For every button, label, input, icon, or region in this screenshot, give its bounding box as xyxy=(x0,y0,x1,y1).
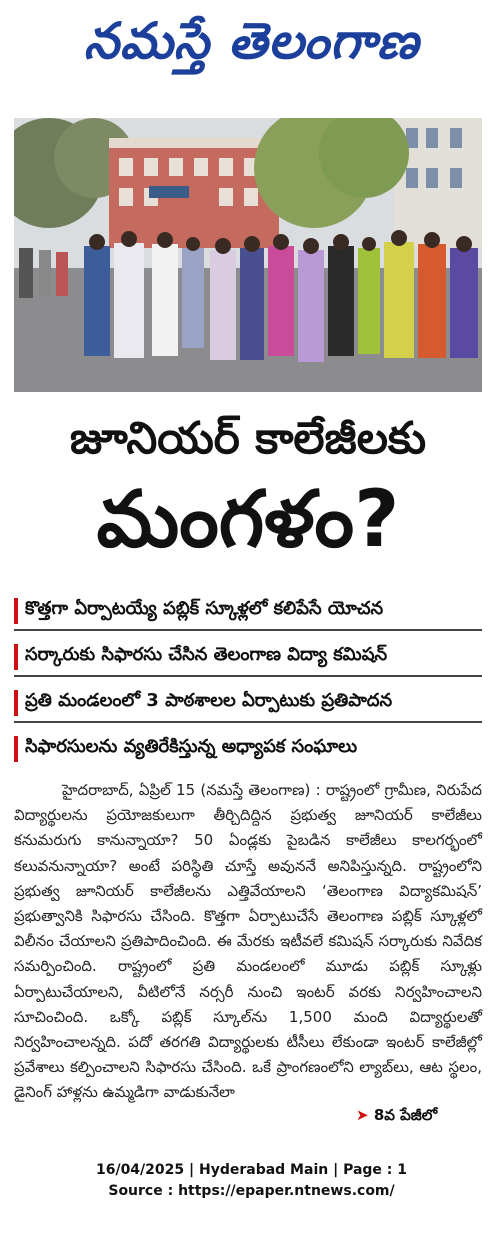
deck-marker xyxy=(14,690,18,716)
sub-headline: ప్రతి మండలంలో 3 పాఠశాలల ఏర్పాటుకు ప్రతిపాదన xyxy=(14,684,482,723)
source-link[interactable]: Source : https://epaper.ntnews.com/ xyxy=(108,1183,395,1199)
article-body: హైదరాబాద్, ఏప్రిల్ 15 (నమస్తే తెలంగాణ) : రాష్ట్రంలో గ్రామీణ, నిరుపేద విద్యార్థులను ప్రయోజకులుగా తీర్చిదిద్దిన ప్రభుత్వ జూనియర్ కాలేజీలు కనుమరుగు కానున్నాయా? 50 ఏండ్లకు పైబడిన కాలేజీలు కాలగర్భంలో కలువనున్నాయా? అంటే పరిస్థితి చూస్తే అవుననే అనిపిస్తున్నది. రాష్ట్రంలోని ప్రభుత్వ జూనియర్ కాలేజీలను ఎత్తివేయాలని ‘తెలంగాణ విద్యాకమిషన్’ ప్రభుత్వానికి సిఫారసు చేసింది. కొత్తగా ఏర్పాటుచేసే తెలంగాణ పబ్లిక్ స్కూళ్లలో విలీనం చేయాలని ప్రతిపాదించింది. ఈ మేరకు ఇటీవలే కమిషన్ సర్కారుకు నివేదిక సమర్పించింది. రాష్ట్రంలో ప్రతి మండలంలో మూడు పబ్లిక్ స్కూళ్లు ఏర్పాటుచేయాలని, వీటిలోనే నర్సరీ నుంచి ఇంటర్ వరకు నిర్వహించాలని సూచించింది. ఒక్కో పబ్లిక్ స్కూల్‌ను 1,500 మంది విద్యార్థులతో నిర్వహించాలన్నది. పదో తరగతి విద్యార్థులకు టీసీలు లేకుండా ఇంటర్ కాలేజీల్లో ప్రవేశాలు కల్పించాలని సిఫారసు చేసింది. ఒకే ప్రాంగణంలోని ల్యాబ్‌లు, ఆట స్థలం, డైనింగ్ హాళ్లను ఉమ్మడిగా వాడుకునేలా xyxy=(14,781,482,1102)
masthead xyxy=(0,0,503,95)
deck-marker xyxy=(14,736,18,762)
continued-on-page-link[interactable]: ➤ 8వ పేజీలో xyxy=(356,1106,438,1124)
deck-marker xyxy=(14,598,18,624)
edition-info: 16/04/2025 | Hyderabad Main | Page : 1 xyxy=(95,1162,408,1178)
sub-headline: కొత్తగా ఏర్పాటయ్యే పబ్లిక్ స్కూళ్లలో కలిపేసే యోచన xyxy=(14,592,482,631)
headline-line-2: మంగళం? xyxy=(96,474,400,565)
sub-headline: సర్కారుకు సిఫారసు చేసిన తెలంగాణ విద్యా కమిషన్ xyxy=(14,638,482,677)
headline-line-1: జూనియర్ కాలేజీలకు xyxy=(69,413,427,464)
sub-headline: సిఫారసులను వ్యతిరేకిస్తున్న అధ్యాపక సంఘాలు xyxy=(14,730,482,767)
newspaper-logo-title: నమస్తే తెలంగాణ xyxy=(83,12,420,70)
page-footer xyxy=(0,1160,503,1202)
sub-headlines xyxy=(14,592,482,774)
deck-marker xyxy=(14,644,18,670)
continue-arrow-icon: ➤ xyxy=(356,1106,369,1124)
news-photo-students xyxy=(14,118,482,392)
